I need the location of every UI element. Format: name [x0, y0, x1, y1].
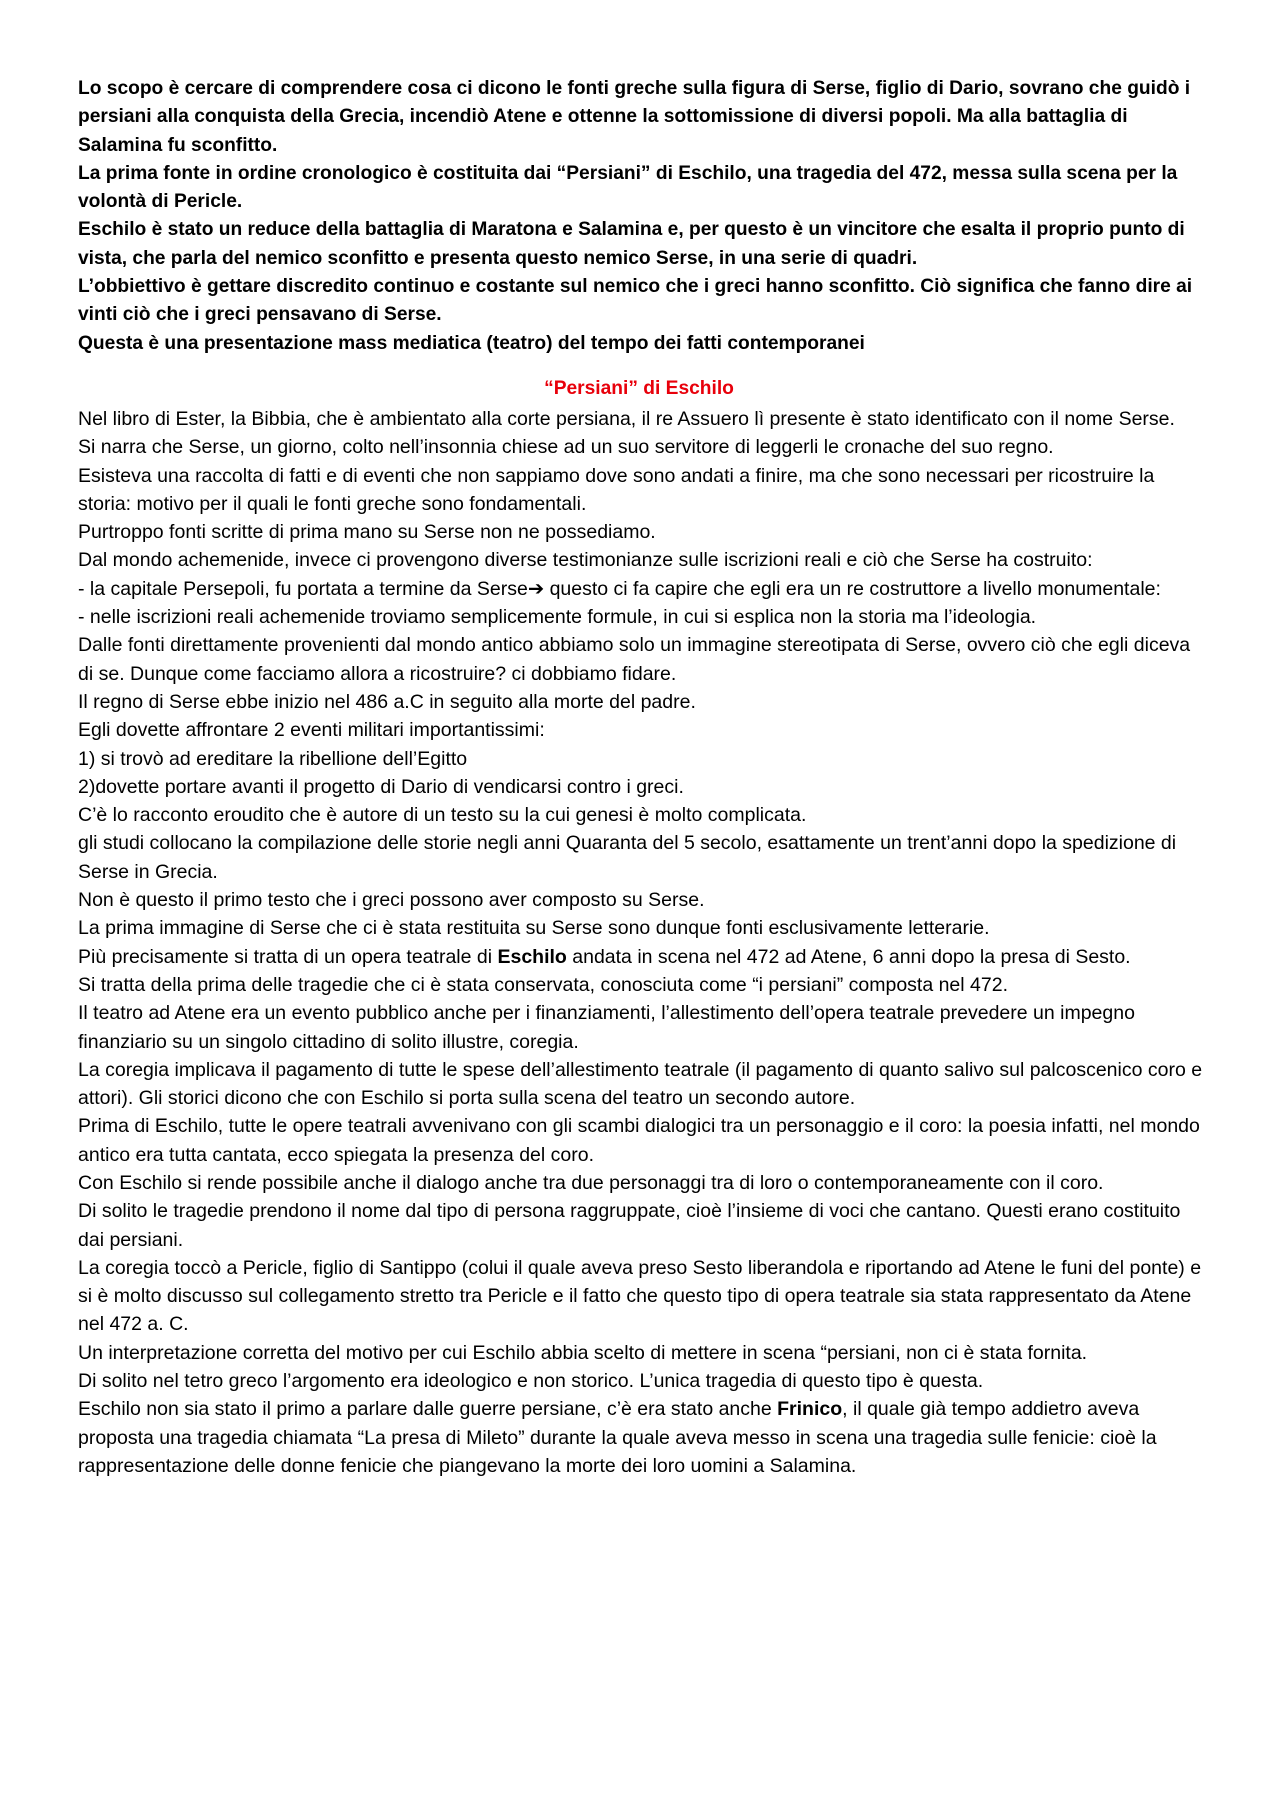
body-paragraph: 2)dovette portare avanti il progetto di Dario di vendicarsi contro i greci. [78, 775, 684, 798]
body-paragraph-frinico [78, 1395, 1210, 1480]
body-paragraph-eschilo [78, 943, 1210, 971]
body-paragraph: Dalle fonti direttamente provenienti dal mondo antico abbiamo solo un immagine stereotipata di Serse, ovvero ciò che egli diceva di se. Dunque come facciamo allora a ricostruire? ci dobbiamo fidare. [78, 634, 1191, 685]
paragraph-text: - la capitale Persepoli, fu portata a termine da Serse [78, 577, 528, 600]
paragraph-text: Più precisamente si tratta di un opera teatrale di [78, 945, 498, 968]
section-title: “Persiani” di Eschilo [544, 377, 734, 399]
body-paragraph: 1) si trovò ad ereditare la ribellione dell’Egitto [78, 747, 468, 770]
paragraph-text: andata in scena nel 472 ad Atene, 6 anni dopo la presa di Sesto. [566, 945, 1131, 968]
bold-name-eschilo: Eschilo [497, 945, 567, 968]
body-paragraph: Dal mondo achemenide, invece ci provengono diverse testimonianze sulle iscrizioni reali e ciò che Serse ha costruito: [78, 549, 1093, 572]
arrow-right-icon: ➔ [527, 577, 545, 600]
body-paragraph: La coregia toccò a Pericle, figlio di Santippo (colui il quale aveva preso Sesto liberandola e riportando ad Atene le funi del ponte) e si è molto discusso sul collegamento stretto tra Pericle e il fatto che questo tipo di opera teatrale sia stata rappresentato da Atene nel 472 a. C. [78, 1256, 1202, 1336]
body-paragraph: Di solito nel tetro greco l’argomento era ideologico e non storico. L’unica tragedia di questo tipo è questa. [78, 1370, 984, 1393]
intro-bold-block [78, 75, 1210, 358]
body-paragraph: Non è questo il primo testo che i greci possono aver composto su Serse. [78, 889, 705, 912]
body-paragraph: Prima di Eschilo, tutte le opere teatrali avvenivano con gli scambi dialogici tra un personaggio e il coro: la poesia infatti, nel mondo antico era tutta cantata, ecco spiegata la presenza del coro. [78, 1115, 1200, 1166]
body-paragraph: Con Eschilo si rende possibile anche il dialogo anche tra due personaggi tra di loro o contemporaneamente con il coro. [78, 1171, 1104, 1194]
intro-paragraph: La prima fonte in ordine cronologico è costituita dai “Persiani” di Eschilo, una tragedia del 472, messa sulla scena per la volontà di Pericle. [78, 162, 1178, 213]
intro-paragraph: Questa è una presentazione mass mediatica (teatro) del tempo dei fatti contemporanei [78, 332, 865, 354]
body-paragraph: gli studi collocano la compilazione delle storie negli anni Quaranta del 5 secolo, esattamente un trent’anni dopo la spedizione di Serse in Grecia. [78, 832, 1177, 883]
bold-name-frinico: Frinico [777, 1398, 843, 1421]
body-paragraph: Purtroppo fonti scritte di prima mano su Serse non ne possediamo. [78, 521, 656, 544]
body-paragraph: Di solito le tragedie prendono il nome dal tipo di persona raggruppate, cioè l’insieme di voci che cantano. Questi erano costituito dai persiani. [78, 1200, 1181, 1251]
body-paragraph: Si narra che Serse, un giorno, colto nell’insonnia chiese ad un suo servitore di leggerli le cronache del suo regno. [78, 436, 1054, 459]
body-paragraph: Nel libro di Ester, la Bibbia, che è ambientato alla corte persiana, il re Assuero lì presente è stato identificato con il nome Serse. [78, 407, 1175, 430]
body-paragraph: C’è lo racconto eroudito che è autore di un testo su la cui genesi è molto complicata. [78, 804, 807, 827]
body-paragraph: Egli dovette affrontare 2 eventi militari importantissimi: [78, 719, 545, 742]
body-paragraph: - nelle iscrizioni reali achemenide troviamo semplicemente formule, in cui si esplica non la storia ma l’ideologia. [78, 606, 1037, 629]
body-paragraph: Esisteva una raccolta di fatti e di eventi che non sappiamo dove sono andati a finire, ma che sono necessari per ricostruire la storia: motivo per il quali le fonti greche sono fondamentali. [78, 464, 1155, 515]
intro-paragraph: Eschilo è stato un reduce della battaglia di Maratona e Salamina e, per questo è un vincitore che esalta il proprio punto di vista, che parla del nemico sconfitto e presenta questo nemico Serse, in una serie di quadri. [78, 219, 1185, 269]
intro-paragraph: Lo scopo è cercare di comprendere cosa ci dicono le fonti greche sulla figura di Serse, figlio di Dario, sovrano che guidò i persiani alla conquista della Grecia, incendiò Atene e ottenne la sottomissione di diversi popoli. Ma alla battaglia di Salamina fu sconfitto. [78, 78, 1191, 156]
body-paragraph-persepoli [78, 575, 1210, 603]
body-paragraph: Il regno di Serse ebbe inizio nel 486 a.C in seguito alla morte del padre. [78, 690, 696, 713]
intro-paragraph: L’obbiettivo è gettare discredito continuo e costante sul nemico che i greci hanno sconfitto. Ciò significa che fanno dire ai vinti ciò che i greci pensavano di Serse. [78, 276, 1193, 326]
body-paragraph: Il teatro ad Atene era un evento pubblico anche per i finanziamenti, l’allestimento dell’opera teatrale prevedere un impegno finanziario su un singolo cittadino di solito illustre, coregia. [78, 1002, 1135, 1053]
body-paragraph: Si tratta della prima delle tragedie che ci è stata conservata, conosciuta come “i persiani” composta nel 472. [78, 973, 1008, 996]
paragraph-text: , il quale già tempo addietro aveva proposta una tragedia chiamata “La presa di Mileto” durante la quale aveva messo in scena una tragedia sulle fenicie: cioè la rappresentazione delle donne fenicie che piangevano la morte dei loro uomini a Salamina. [78, 1398, 1157, 1477]
body-text [78, 405, 1210, 1480]
paragraph-text: Eschilo non sia stato il primo a parlare dalle guerre persiane, c’è era stato anche [78, 1398, 778, 1421]
body-paragraph: La prima immagine di Serse che ci è stata restituita su Serse sono dunque fonti esclusivamente letterarie. [78, 917, 990, 940]
paragraph-text: questo ci fa capire che egli era un re costruttore a livello monumentale: [544, 577, 1161, 600]
body-paragraph: La coregia implicava il pagamento di tutte le spese dell’allestimento teatrale (il pagamento di quanto salivo sul palcoscenico coro e attori). Gli storici dicono che con Eschilo si porta sulla scena del teatro un secondo autore. [78, 1058, 1203, 1110]
body-paragraph: Un interpretazione corretta del motivo per cui Eschilo abbia scelto di mettere in scena “persiani, non ci è stata fornita. [78, 1341, 1088, 1364]
